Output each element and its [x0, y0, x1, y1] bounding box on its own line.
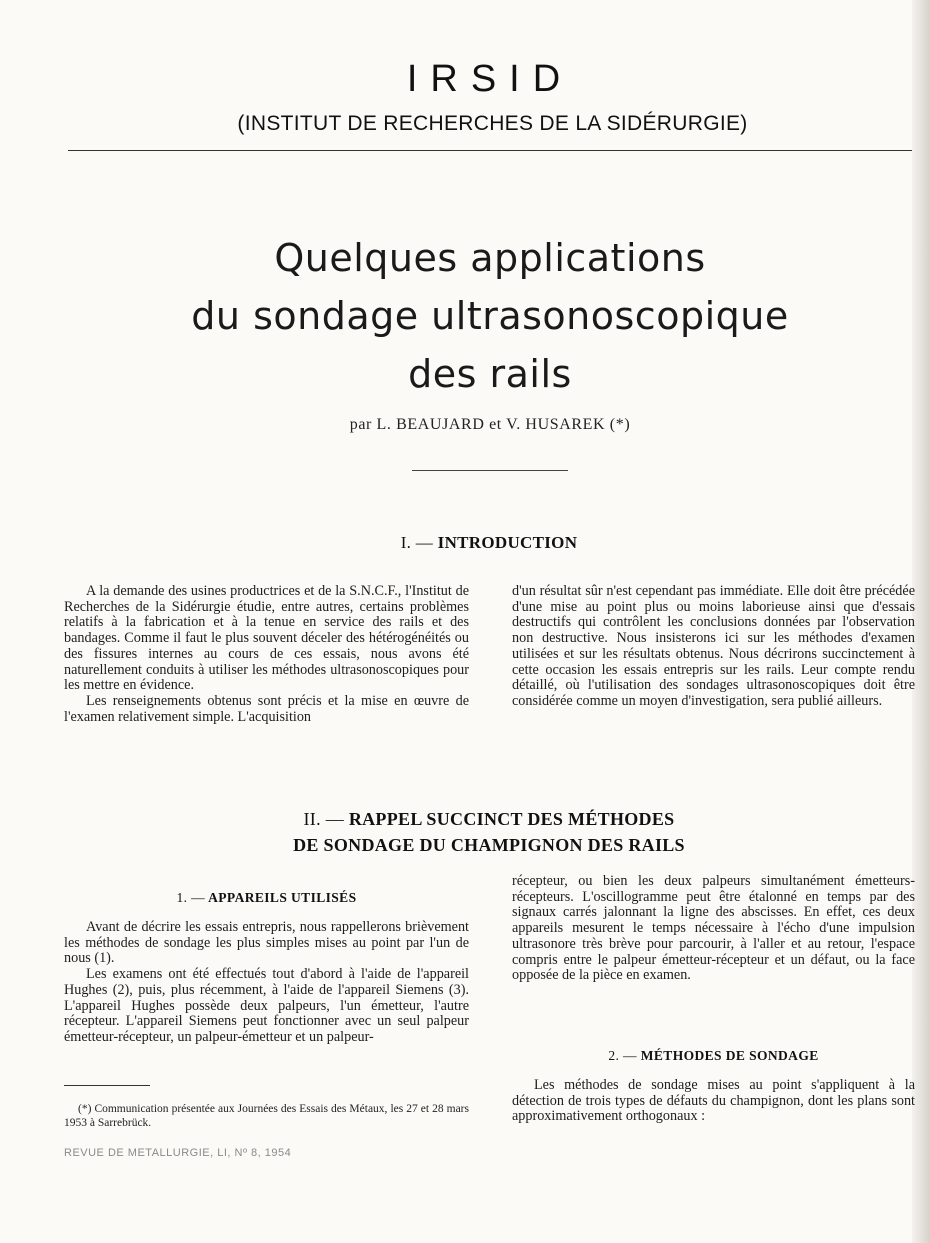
footnote: (*) Communication présentée aux Journées des Essais des Métaux, les 27 et 28 mars 1953 à Sarrebrück.: [64, 1103, 469, 1129]
section-2-number: II. —: [303, 809, 345, 829]
subsection-1-title: APPAREILS UTILISÉS: [208, 890, 357, 905]
sondage-paragraph-1: Les méthodes de sondage mises au point s'appliquent à la détection de trois types de défauts du champignon, dont les plans sont approximativement orthogonaux :: [512, 1077, 915, 1125]
sondage-column: [512, 1078, 915, 1125]
methods-paragraph-2: Les examens ont été effectués tout d'abord à l'aide de l'appareil Hughes (2), puis, plus récemment, à l'aide de l'appareil Siemens (3). L'appareil Hughes possède deux palpeurs, l'un émetteur, l'autre récepteur. L'appareil Siemens peut fonctionner avec un seul palpeur émetteur-récepteur, un palpeur-émetteur et un palpeur-: [64, 966, 469, 1045]
methods-continuation: récepteur, ou bien les deux palpeurs simultanément émetteurs-récepteurs. L'oscillogramme peut être étalonné en temps par des signaux carrés jalonnant la ligne des abscisses. En effet, ces deux appareils mesurent le temps nécessaire à l'écho d'une impulsion ultrasonore très brève pour parcourir, à l'aller et au retour, l'espace compris entre le palpeur émetteur-récepteur et un défaut, ou la face opposée de la pièce en examen.: [512, 873, 915, 984]
subsection-1-heading: [64, 890, 469, 906]
subsection-2-number: 2. —: [608, 1048, 637, 1063]
org-acronym: IRSID: [406, 58, 574, 100]
intro-left-column: [64, 584, 469, 725]
section-1-number: I. —: [400, 533, 434, 552]
org-full-name: (INSTITUT DE RECHERCHES DE LA SIDÉRURGIE): [237, 112, 748, 135]
section-1-heading: [0, 533, 930, 553]
intro-paragraph-2: Les renseignements obtenus sont précis et la mise en œuvre de l'examen relativement simple. L'acquisition: [64, 692, 469, 725]
section-1-title: INTRODUCTION: [437, 533, 578, 552]
subsection-2-title: MÉTHODES DE SONDAGE: [640, 1048, 819, 1063]
article-title-line-1: Quelques applications: [274, 236, 706, 280]
journal-reference: REVUE DE METALLURGIE, LI, Nº 8, 1954: [64, 1147, 292, 1159]
methods-right-column: [512, 874, 915, 984]
intro-paragraph-3: d'un résultat sûr n'est cependant pas immédiate. Elle doit être précédée d'une mise au point plus ou moins laborieuse ainsi que d'essais destructifs qui contrôlent les conclusions données par l'observation non destructive. Nous insisterons ici sur les méthodes d'examen utilisées et sur les résultats obtenus. Nous décrirons succinctement à cette occasion les essais entrepris sur les rails. Leur compte rendu détaillé, où l'utilisation des sondages ultrasonoscopiques doit être considérée comme un moyen d'investigation, sera publié ailleurs.: [512, 583, 915, 709]
title-divider: [412, 470, 568, 471]
subsection-2-heading: [512, 1048, 915, 1064]
article-title-line-3: des rails: [408, 352, 572, 396]
section-2-title-line-1: RAPPEL SUCCINCT DES MÉTHODES: [348, 809, 675, 829]
methods-left-column: [64, 920, 469, 1046]
methods-paragraph-1: Avant de décrire les essais entrepris, nous rappellerons brièvement les méthodes de sondage les plus simples mises au point par l'un de nous (1).: [64, 919, 469, 967]
intro-right-column: [512, 584, 915, 710]
header-rule: [68, 150, 912, 151]
footnote-rule: [64, 1085, 150, 1086]
subsection-1-number: 1. —: [176, 890, 206, 905]
section-2-title-line-2: DE SONDAGE DU CHAMPIGNON DES RAILS: [293, 835, 685, 855]
article-title-line-2: du sondage ultrasonoscopique: [191, 294, 789, 338]
section-2-heading: [0, 806, 930, 858]
intro-paragraph-1: A la demande des usines productrices et de la S.N.C.F., l'Institut de Recherches de la Sidérurgie étudie, entre autres, certains problèmes relatifs à la fabrication et à la tenue en service des rails et des bandages. Comme il faut le plus souvent déceler des hétérogénéités ou des fissures internes au cours de ces essais, nous avons été naturellement conduits à utiliser les méthodes ultrasonoscopiques pour les mettre en évidence.: [64, 583, 469, 694]
byline: par L. BEAUJARD et V. HUSAREK (*): [349, 416, 631, 433]
